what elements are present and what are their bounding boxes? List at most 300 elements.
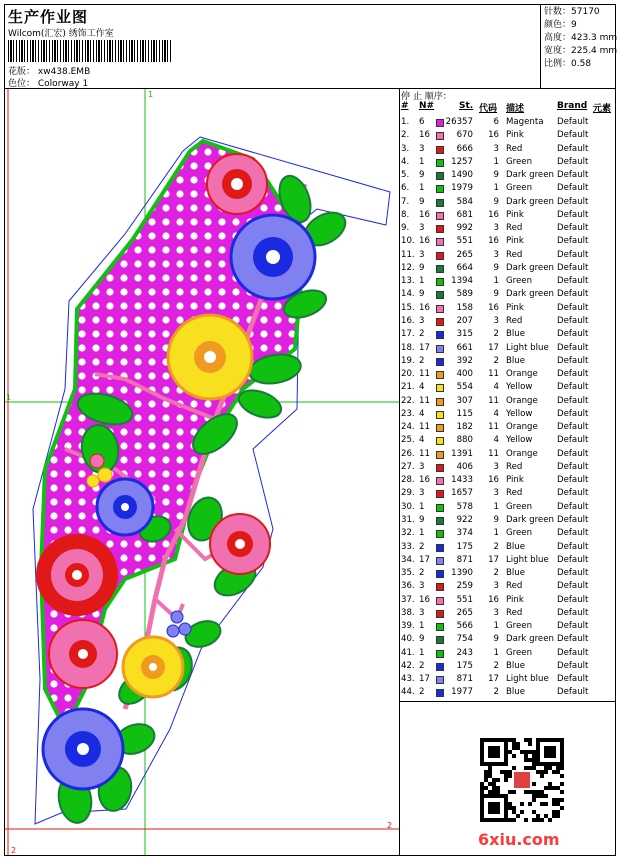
- stop-brand: Default: [557, 461, 589, 472]
- stop-row: [399, 448, 616, 461]
- spec-stitches-label: 针数：: [544, 7, 572, 17]
- stop-stitches: 1433: [451, 475, 473, 486]
- stop-sequence-heading: 停 止 顺序：: [401, 92, 452, 102]
- col-brand: Brand: [557, 101, 588, 111]
- stop-description: Dark green: [506, 196, 554, 207]
- stop-index: 11.: [401, 249, 415, 260]
- stop-index: 7.: [401, 196, 410, 207]
- stop-code: 3: [493, 223, 499, 234]
- stop-code: 4: [493, 435, 499, 446]
- stop-row: [399, 594, 616, 607]
- stop-index: 40.: [401, 634, 415, 645]
- stop-needle: 11: [419, 369, 430, 380]
- stop-code: 2: [493, 355, 499, 366]
- stop-row: [399, 660, 616, 673]
- color-swatch: [436, 464, 444, 472]
- stop-needle: 16: [419, 130, 430, 141]
- axis-label-h2: 2: [387, 821, 393, 830]
- stop-description: Green: [506, 156, 533, 167]
- stop-description: Blue: [506, 541, 526, 552]
- stop-row: [399, 368, 616, 381]
- stop-description: Pink: [506, 209, 524, 220]
- stop-index: 27.: [401, 461, 415, 472]
- stop-code: 16: [488, 236, 499, 247]
- stop-description: Yellow: [506, 408, 533, 419]
- stop-needle: 6: [419, 117, 425, 127]
- stop-row: [399, 673, 616, 686]
- stop-description: Light blue: [506, 342, 549, 353]
- blue-flower-top: [231, 215, 315, 299]
- stop-stitches: 265: [456, 249, 473, 260]
- stop-needle: 1: [419, 647, 425, 658]
- color-swatch: [436, 172, 444, 180]
- spec-scale: [544, 58, 616, 71]
- stop-needle: 4: [419, 435, 425, 446]
- color-swatch: [436, 199, 444, 207]
- stop-stitches: 992: [456, 223, 473, 234]
- stop-description: Dark green: [506, 634, 554, 645]
- stop-index: 8.: [401, 209, 410, 220]
- spec-height-label: 高度：: [544, 33, 572, 43]
- color-swatch: [436, 278, 444, 286]
- stop-row: [399, 527, 616, 540]
- stop-brand: Default: [557, 634, 589, 645]
- stop-needle: 17: [419, 554, 430, 565]
- stop-row: [399, 342, 616, 355]
- stop-brand: Default: [557, 422, 589, 433]
- stop-brand: Default: [557, 355, 589, 366]
- red-flower-left: [37, 535, 117, 615]
- stop-row: [399, 143, 616, 156]
- pattern-value: xw438.EMB: [37, 67, 91, 77]
- color-swatch: [436, 119, 444, 127]
- stop-needle: 11: [419, 395, 430, 406]
- stop-row: [399, 580, 616, 593]
- stop-description: Pink: [506, 302, 524, 313]
- pink-flower-lower: [49, 620, 117, 688]
- stop-index: 37.: [401, 594, 415, 605]
- stop-brand: Default: [557, 369, 589, 380]
- color-swatch: [436, 345, 444, 353]
- stop-brand: Default: [557, 448, 589, 459]
- stop-description: Green: [506, 621, 533, 632]
- color-swatch: [436, 132, 444, 140]
- stop-code: 1: [493, 528, 499, 539]
- stop-needle: 2: [419, 568, 425, 579]
- stop-stitches: 207: [456, 315, 473, 326]
- stop-stitches: 392: [456, 355, 473, 366]
- stop-stitches: 551: [456, 594, 473, 605]
- stop-stitches: 115: [456, 408, 473, 419]
- stop-needle: 17: [419, 342, 430, 353]
- spec-scale-value: 0.58: [571, 59, 592, 69]
- color-swatch: [436, 252, 444, 260]
- stop-stitches: 1657: [451, 488, 473, 499]
- stop-row: [399, 514, 616, 527]
- stop-brand: Default: [557, 117, 589, 127]
- col-stitches: St.: [459, 101, 474, 111]
- stop-index: 35.: [401, 568, 415, 579]
- stop-code: 3: [493, 581, 499, 592]
- stop-code: 1: [493, 501, 499, 512]
- stop-brand: Default: [557, 276, 589, 287]
- stop-stitches: 871: [456, 674, 473, 685]
- software-subtitle: Wilcom(汇宏) 绣饰工作室: [8, 29, 114, 39]
- stop-index: 38.: [401, 607, 415, 618]
- stop-stitches: 259: [456, 581, 473, 592]
- stop-stitches: 578: [456, 501, 473, 512]
- stop-description: Green: [506, 183, 533, 194]
- stop-index: 20.: [401, 369, 415, 380]
- stop-needle: 3: [419, 249, 425, 260]
- stop-index: 30.: [401, 501, 415, 512]
- yellow-flower-top: [168, 315, 252, 399]
- stop-code: 17: [488, 342, 499, 353]
- stop-code: 17: [488, 674, 499, 685]
- stop-row: [399, 607, 616, 620]
- stop-description: Light blue: [506, 554, 549, 565]
- stop-needle: 3: [419, 315, 425, 326]
- stop-brand: Default: [557, 382, 589, 393]
- stop-index: 17.: [401, 329, 415, 340]
- stop-stitches: 664: [456, 262, 473, 273]
- stop-needle: 1: [419, 276, 425, 287]
- stop-stitches: 670: [456, 130, 473, 141]
- stop-code: 9: [493, 262, 499, 273]
- stop-needle: 2: [419, 660, 425, 671]
- stop-code: 11: [488, 395, 499, 406]
- stop-code: 11: [488, 448, 499, 459]
- stop-row: [399, 249, 616, 262]
- stop-index: 42.: [401, 660, 415, 671]
- stop-description: Green: [506, 276, 533, 287]
- spec-height: [544, 32, 616, 45]
- color-swatch: [436, 358, 444, 366]
- color-swatch: [436, 212, 444, 220]
- stop-needle: 9: [419, 262, 425, 273]
- stop-description: Green: [506, 501, 533, 512]
- color-swatch: [436, 318, 444, 326]
- stop-brand: Default: [557, 170, 589, 181]
- stop-code: 11: [488, 369, 499, 380]
- stop-row: [399, 421, 616, 434]
- color-swatch: [436, 437, 444, 445]
- stop-row: [399, 315, 616, 328]
- col-element: 元素: [593, 104, 612, 114]
- stop-needle: 1: [419, 621, 425, 632]
- stop-index: 13.: [401, 276, 415, 287]
- stop-brand: Default: [557, 183, 589, 194]
- color-swatch: [436, 185, 444, 193]
- stop-code: 16: [488, 209, 499, 220]
- stop-stitches: 26357: [445, 117, 473, 127]
- spec-width-label: 宽度：: [544, 46, 572, 56]
- stop-needle: 1: [419, 183, 425, 194]
- stop-row: [399, 381, 616, 394]
- stop-code: 1: [493, 156, 499, 167]
- stop-description: Orange: [506, 448, 538, 459]
- stop-row: [399, 408, 616, 421]
- colorway-value: Colorway 1: [37, 79, 89, 89]
- stop-index: 5.: [401, 170, 410, 181]
- barcode: [8, 40, 172, 62]
- axis-label-h1: 1: [6, 393, 12, 402]
- stop-row: [399, 501, 616, 514]
- stop-needle: 2: [419, 687, 425, 698]
- stop-stitches: 1391: [451, 448, 473, 459]
- stop-description: Pink: [506, 130, 524, 141]
- stop-row: [399, 302, 616, 315]
- embroidery-preview: [5, 89, 399, 855]
- stop-description: Orange: [506, 369, 538, 380]
- stop-needle: 9: [419, 196, 425, 207]
- stop-description: Green: [506, 528, 533, 539]
- blue-flower-bottom: [43, 709, 123, 789]
- stop-row: [399, 129, 616, 142]
- stop-index: 1.: [401, 117, 410, 127]
- stop-description: Pink: [506, 236, 524, 247]
- stop-description: Red: [506, 461, 523, 472]
- stop-description: Dark green: [506, 289, 554, 300]
- header: [4, 4, 540, 88]
- stop-needle: 9: [419, 289, 425, 300]
- color-swatch: [436, 623, 444, 631]
- stop-description: Yellow: [506, 435, 533, 446]
- stop-description: Red: [506, 249, 523, 260]
- stop-brand: Default: [557, 408, 589, 419]
- stop-needle: 11: [419, 422, 430, 433]
- stop-row: [399, 156, 616, 169]
- stop-brand: Default: [557, 156, 589, 167]
- stop-needle: 3: [419, 143, 425, 154]
- stop-code: 3: [493, 607, 499, 618]
- color-swatch: [436, 384, 444, 392]
- stop-stitches: 406: [456, 461, 473, 472]
- stop-index: 26.: [401, 448, 415, 459]
- stop-stitches: 307: [456, 395, 473, 406]
- stop-brand: Default: [557, 302, 589, 313]
- stop-brand: Default: [557, 528, 589, 539]
- stop-description: Blue: [506, 568, 526, 579]
- stop-stitches: 158: [456, 302, 473, 313]
- pattern-label: 花版：: [8, 67, 36, 77]
- stop-index: 14.: [401, 289, 415, 300]
- stop-code: 2: [493, 329, 499, 340]
- color-swatch: [436, 265, 444, 273]
- stop-needle: 16: [419, 236, 430, 247]
- stop-index: 9.: [401, 223, 410, 234]
- stop-row: [399, 487, 616, 500]
- stop-description: Blue: [506, 355, 526, 366]
- stop-needle: 9: [419, 514, 425, 525]
- stop-brand: Default: [557, 209, 589, 220]
- stop-index: 41.: [401, 647, 415, 658]
- stop-index: 32.: [401, 528, 415, 539]
- stop-brand: Default: [557, 196, 589, 207]
- stop-needle: 3: [419, 607, 425, 618]
- stop-row: [399, 647, 616, 660]
- stop-index: 3.: [401, 143, 410, 154]
- stop-brand: Default: [557, 514, 589, 525]
- qr-code: [480, 738, 564, 822]
- stop-index: 16.: [401, 315, 415, 326]
- stop-needle: 16: [419, 594, 430, 605]
- stop-brand: Default: [557, 594, 589, 605]
- stop-stitches: 1390: [451, 568, 473, 579]
- color-swatch: [436, 398, 444, 406]
- stop-row: [399, 633, 616, 646]
- stop-description: Red: [506, 607, 523, 618]
- stop-stitches: 661: [456, 342, 473, 353]
- stop-brand: Default: [557, 236, 589, 247]
- stop-description: Light blue: [506, 674, 549, 685]
- stop-brand: Default: [557, 674, 589, 685]
- stop-description: Yellow: [506, 382, 533, 393]
- stop-code: 16: [488, 302, 499, 313]
- color-swatch: [436, 225, 444, 233]
- stop-stitches: 584: [456, 196, 473, 207]
- stop-needle: 16: [419, 209, 430, 220]
- stop-stitches: 1977: [451, 687, 473, 698]
- stop-code: 9: [493, 196, 499, 207]
- stop-index: 19.: [401, 355, 415, 366]
- stop-stitches: 871: [456, 554, 473, 565]
- stop-code: 11: [488, 422, 499, 433]
- color-swatch: [436, 650, 444, 658]
- stop-brand: Default: [557, 581, 589, 592]
- col-needle: N#: [419, 101, 435, 111]
- pink-flower-top: [207, 154, 267, 214]
- color-swatch: [436, 689, 444, 697]
- stop-index: 43.: [401, 674, 415, 685]
- stop-row: [399, 169, 616, 182]
- stop-code: 17: [488, 554, 499, 565]
- sheet-title: 生产作业图: [8, 8, 89, 26]
- color-swatch: [436, 451, 444, 459]
- stop-index: 15.: [401, 302, 415, 313]
- stop-stitches: 754: [456, 634, 473, 645]
- color-swatch: [436, 557, 444, 565]
- stop-sequence-panel: [399, 89, 616, 701]
- stop-row: [399, 567, 616, 580]
- stop-row: [399, 262, 616, 275]
- colorway-label: 色位：: [8, 79, 36, 89]
- stop-index: 33.: [401, 541, 415, 552]
- stop-description: Blue: [506, 687, 526, 698]
- stop-row: [399, 275, 616, 288]
- stop-description: Pink: [506, 594, 524, 605]
- qr-divider: [399, 701, 616, 702]
- stop-code: 3: [493, 249, 499, 260]
- stop-row: [399, 686, 616, 699]
- stop-brand: Default: [557, 568, 589, 579]
- stop-stitches: 315: [456, 329, 473, 340]
- stop-description: Magenta: [506, 117, 544, 127]
- spec-width: [544, 45, 616, 58]
- stop-description: Orange: [506, 395, 538, 406]
- color-swatch: [436, 544, 444, 552]
- watermark-logo: 6xiu.com: [478, 830, 560, 849]
- stop-code: 2: [493, 568, 499, 579]
- stop-description: Dark green: [506, 170, 554, 181]
- stop-index: 4.: [401, 156, 410, 167]
- stop-index: 2.: [401, 130, 410, 141]
- stop-needle: 16: [419, 475, 430, 486]
- stop-stitches: 374: [456, 528, 473, 539]
- stop-brand: Default: [557, 687, 589, 698]
- stop-needle: 17: [419, 674, 430, 685]
- stop-stitches: 566: [456, 621, 473, 632]
- stop-index: 10.: [401, 236, 415, 247]
- stop-needle: 4: [419, 408, 425, 419]
- spec-colors-value: 9: [571, 20, 577, 30]
- stop-needle: 2: [419, 355, 425, 366]
- spec-width-value: 225.4 mm: [571, 46, 618, 56]
- stop-index: 39.: [401, 621, 415, 632]
- stop-index: 23.: [401, 408, 415, 419]
- stop-stitches: 1394: [451, 276, 473, 287]
- color-swatch: [436, 636, 444, 644]
- stop-description: Red: [506, 143, 523, 154]
- col-description: 描述: [506, 104, 525, 114]
- spec-stitches: [544, 6, 616, 19]
- stop-row: [399, 554, 616, 567]
- stop-brand: Default: [557, 315, 589, 326]
- spec-stitches-value: 57170: [571, 7, 600, 17]
- color-swatch: [436, 238, 444, 246]
- stop-code: 16: [488, 594, 499, 605]
- stop-brand: Default: [557, 660, 589, 671]
- stop-index: 28.: [401, 475, 415, 486]
- stop-stitches: 1979: [451, 183, 473, 194]
- stop-needle: 1: [419, 501, 425, 512]
- stop-stitches: 554: [456, 382, 473, 393]
- stop-needle: 11: [419, 448, 430, 459]
- stop-code: 2: [493, 541, 499, 552]
- stop-brand: Default: [557, 541, 589, 552]
- stop-needle: 3: [419, 223, 425, 234]
- stop-row: [399, 434, 616, 447]
- color-swatch: [436, 530, 444, 538]
- pink-flower-middle: [210, 514, 270, 574]
- color-swatch: [436, 305, 444, 313]
- stop-code: 1: [493, 276, 499, 287]
- stop-description: Blue: [506, 329, 526, 340]
- qr-code-drawing: [480, 738, 564, 822]
- stop-row: [399, 461, 616, 474]
- stop-row: [399, 288, 616, 301]
- color-swatch: [436, 583, 444, 591]
- stop-needle: 4: [419, 382, 425, 393]
- stop-stitches: 182: [456, 422, 473, 433]
- stop-code: 16: [488, 475, 499, 486]
- yellow-flower-lower: [123, 637, 183, 697]
- stop-stitches: 175: [456, 660, 473, 671]
- stop-index: 12.: [401, 262, 415, 273]
- color-swatch: [436, 663, 444, 671]
- stop-row: [399, 222, 616, 235]
- stop-needle: 9: [419, 634, 425, 645]
- stop-brand: Default: [557, 262, 589, 273]
- stop-code: 1: [493, 183, 499, 194]
- stop-code: 3: [493, 461, 499, 472]
- color-swatch: [436, 146, 444, 154]
- color-swatch: [436, 331, 444, 339]
- stop-row: [399, 355, 616, 368]
- stop-code: 1: [493, 621, 499, 632]
- stop-stitches: 1490: [451, 170, 473, 181]
- stop-code: 3: [493, 143, 499, 154]
